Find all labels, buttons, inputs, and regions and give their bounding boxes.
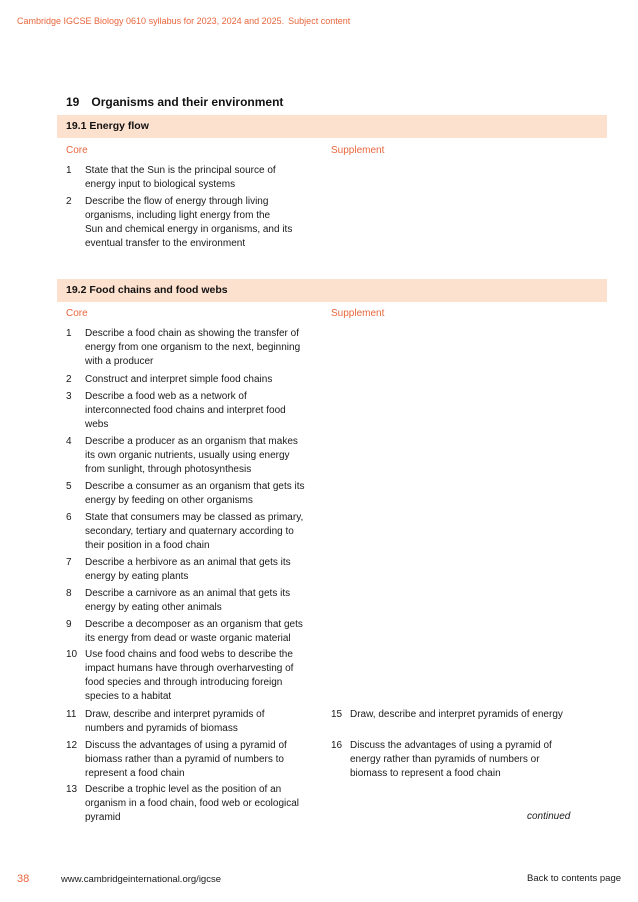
outcome-number: 3 <box>66 391 72 402</box>
outcome-text: Describe a food web as a network of interconnected food chains and interpret food webs <box>85 391 286 430</box>
outcome-number: 4 <box>66 436 72 447</box>
outcome-number: 13 <box>66 784 78 795</box>
learning-outcome <box>66 327 311 369</box>
outcome-text: Describe a trophic level as the position of an organism in a food chain, food web or ecological pyramid <box>85 784 300 823</box>
supplement-heading: Supplement <box>331 308 385 319</box>
website-link[interactable]: www.cambridgeinternational.org/igcse <box>61 874 221 885</box>
learning-outcome <box>66 708 311 736</box>
outcome-text: Describe a herbivore as an animal that gets its energy by eating plants <box>85 557 291 582</box>
outcome-text: Discuss the advantages of using a pyramid of energy rather than pyramids of numbers or biomass to represent a food chain <box>350 740 552 779</box>
outcome-text: Describe a carnivore as an animal that gets its energy by eating other animals <box>85 588 291 613</box>
outcome-number: 1 <box>66 165 72 176</box>
outcome-text: Describe a food chain as showing the transfer of energy from one organism to the next, beginning with a producer <box>85 328 301 367</box>
learning-outcome <box>66 195 311 251</box>
outcome-number: 16 <box>331 740 343 751</box>
outcome-number: 12 <box>66 740 78 751</box>
learning-outcome <box>66 164 311 192</box>
learning-outcome <box>66 373 311 387</box>
outcome-number: 2 <box>66 374 72 385</box>
outcome-text: Draw, describe and interpret pyramids of numbers and pyramids of biomass <box>85 709 265 734</box>
learning-outcome <box>66 511 311 553</box>
chapter-title <box>66 95 283 109</box>
outcome-text: Describe a producer as an organism that makes its own organic nutrients, usually using energy from sunlight, through photosynthesis <box>85 436 298 475</box>
supplement-heading: Supplement <box>331 145 385 156</box>
core-heading: Core <box>66 308 88 319</box>
syllabus-title: Cambridge IGCSE Biology 0610 syllabus for 2023, 2024 and 2025. <box>17 16 285 26</box>
outcome-number: 7 <box>66 557 72 568</box>
outcome-text: State that the Sun is the principal source of energy input to biological systems <box>85 165 276 190</box>
outcome-text: Draw, describe and interpret pyramids of energy <box>350 709 563 720</box>
outcome-text: Use food chains and food webs to describe the impact humans have through overharvesting of food species and through introducing foreign species to a habitat <box>85 649 294 702</box>
outcome-number: 1 <box>66 328 72 339</box>
learning-outcome <box>66 618 311 646</box>
continued-note: continued <box>527 811 571 822</box>
outcome-text: Construct and interpret simple food chains <box>85 374 273 385</box>
topic-title: 19.1 Energy flow <box>66 120 149 132</box>
learning-outcome <box>66 480 311 508</box>
outcome-text: Describe a decomposer as an organism that gets its energy from dead or waste organic material <box>85 619 303 644</box>
topic-bar-energy-flow <box>57 115 607 138</box>
topic-bar-food-chains <box>57 279 607 302</box>
learning-outcome <box>66 435 311 477</box>
outcome-number: 15 <box>331 709 343 720</box>
learning-outcome <box>66 648 311 704</box>
outcome-number: 2 <box>66 196 72 207</box>
outcome-number: 5 <box>66 481 72 492</box>
outcome-number: 8 <box>66 588 72 599</box>
learning-outcome <box>66 390 311 432</box>
back-to-contents-link[interactable]: Back to contents page <box>527 873 622 884</box>
running-header <box>17 16 350 26</box>
section-label: Subject content <box>288 16 351 26</box>
outcome-number: 10 <box>66 649 78 660</box>
core-heading: Core <box>66 145 88 156</box>
outcome-number: 6 <box>66 512 72 523</box>
outcome-text: Describe a consumer as an organism that gets its energy by feeding on other organisms <box>85 481 305 506</box>
chapter-name: Organisms and their environment <box>91 95 284 109</box>
page-number: 38 <box>17 873 30 885</box>
learning-outcome <box>66 783 311 825</box>
learning-outcome <box>66 556 311 584</box>
learning-outcome <box>331 708 581 722</box>
outcome-number: 11 <box>66 709 77 720</box>
chapter-number: 19 <box>66 95 80 109</box>
outcome-text: Describe the flow of energy through living organisms, including light energy from the Sun and chemical energy in organisms, and its eventual transfer to the environment <box>85 196 293 249</box>
learning-outcome <box>331 739 581 781</box>
outcome-number: 9 <box>66 619 72 630</box>
learning-outcome <box>66 587 311 615</box>
outcome-text: State that consumers may be classed as primary, secondary, tertiary and quaternary according to their position in a food chain <box>85 512 304 551</box>
outcome-text: Discuss the advantages of using a pyramid of biomass rather than a pyramid of numbers to represent a food chain <box>85 740 287 779</box>
topic-title: 19.2 Food chains and food webs <box>66 284 228 296</box>
learning-outcome <box>66 739 311 781</box>
